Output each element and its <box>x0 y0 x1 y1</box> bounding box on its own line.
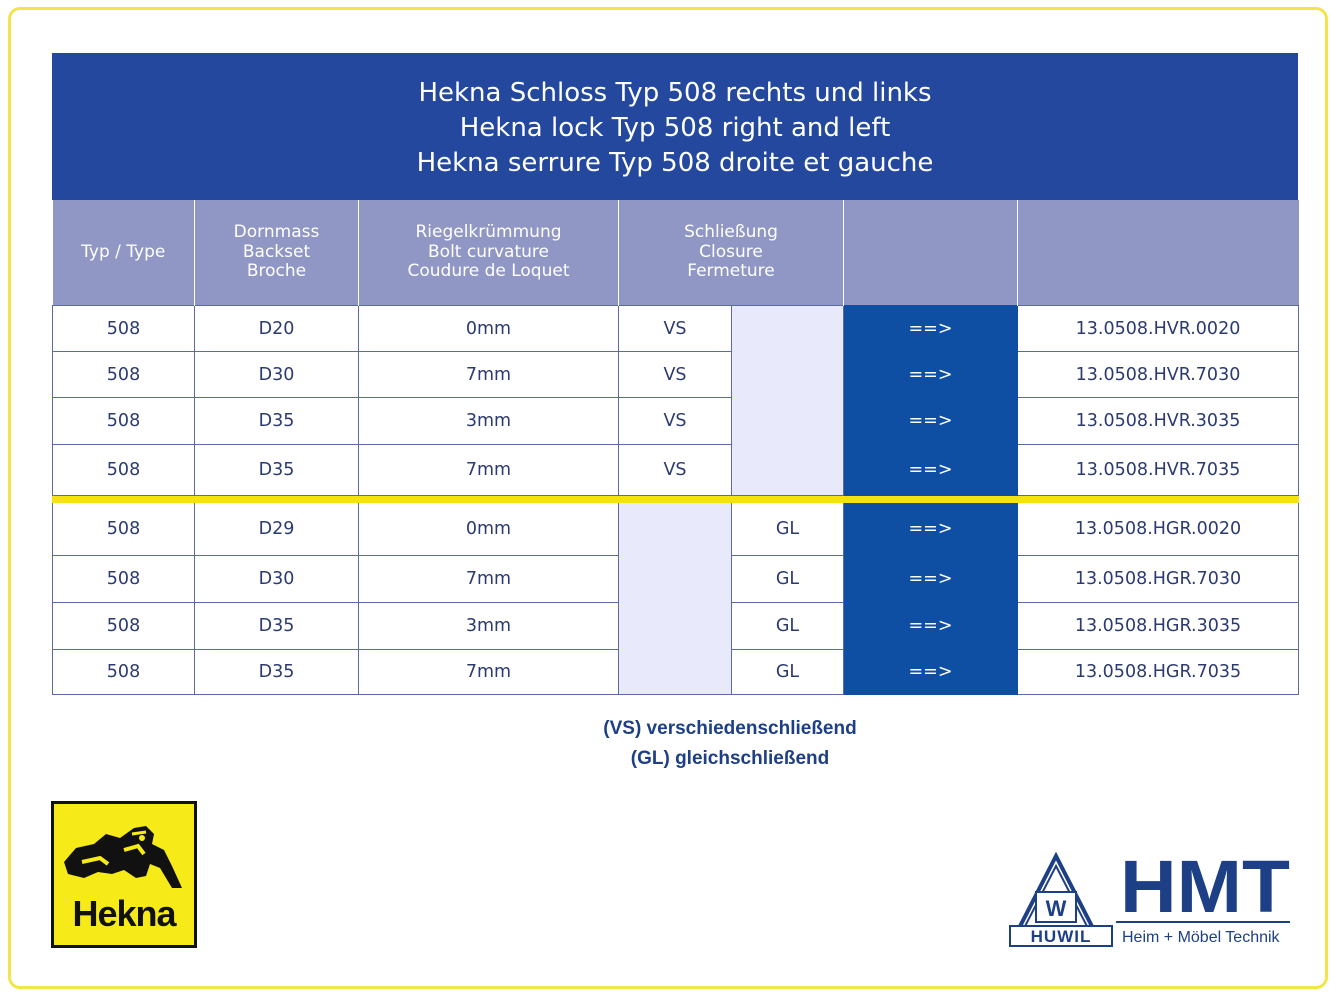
cell-type: 508 <box>53 306 195 352</box>
cell-article-number: 13.0508.HGR.7035 <box>1018 650 1299 695</box>
cell-bolt: 3mm <box>359 398 619 445</box>
table-row <box>53 445 1299 496</box>
cell-backset: D20 <box>195 306 359 352</box>
huwil-letter: W <box>1045 896 1067 921</box>
table-row <box>53 398 1299 445</box>
cell-article-number: 13.0508.HGR.0020 <box>1018 503 1299 556</box>
cell-closure-vs: VS <box>619 445 732 496</box>
cell-bolt: 0mm <box>359 503 619 556</box>
cell-article-number: 13.0508.HVR.3035 <box>1018 398 1299 445</box>
cell-type: 508 <box>53 650 195 695</box>
cell-bolt: 7mm <box>359 445 619 496</box>
group-separator <box>53 496 1299 503</box>
title-french: Hekna serrure Typ 508 droite et gauche <box>416 148 934 178</box>
cell-arrow: ==> <box>844 603 1018 650</box>
cell-backset: D35 <box>195 398 359 445</box>
cell-type: 508 <box>53 503 195 556</box>
cell-closure-gl: GL <box>732 556 844 603</box>
cell-backset: D30 <box>195 352 359 398</box>
cell-arrow: ==> <box>844 556 1018 603</box>
header-bolt-curvature: Riegelkrümmung Bolt curvature Coudure de Loquet <box>359 200 619 306</box>
cell-type: 508 <box>53 352 195 398</box>
cell-arrow: ==> <box>844 503 1018 556</box>
hmt-text: HMT <box>1120 852 1290 928</box>
huwil-hmt-logo <box>1008 852 1298 952</box>
cell-bolt: 0mm <box>359 306 619 352</box>
cell-arrow: ==> <box>844 398 1018 445</box>
cell-backset: D35 <box>195 650 359 695</box>
table-row <box>53 306 1299 352</box>
cell-article-number: 13.0508.HGR.3035 <box>1018 603 1299 650</box>
cell-bolt: 3mm <box>359 603 619 650</box>
cell-backset: D30 <box>195 556 359 603</box>
cell-closure-vs: VS <box>619 398 732 445</box>
cell-arrow: ==> <box>844 445 1018 496</box>
cell-bolt: 7mm <box>359 352 619 398</box>
header-closure: Schließung Closure Fermeture <box>619 200 844 306</box>
cell-closure-vs-empty <box>619 503 732 695</box>
cell-closure-vs: VS <box>619 352 732 398</box>
cell-type: 508 <box>53 445 195 496</box>
cell-closure-gl: GL <box>732 603 844 650</box>
separator-bar <box>53 496 1299 503</box>
cell-article-number: 13.0508.HGR.7030 <box>1018 556 1299 603</box>
cell-article-number: 13.0508.HVR.7035 <box>1018 445 1299 496</box>
cell-type: 508 <box>53 556 195 603</box>
cell-bolt: 7mm <box>359 556 619 603</box>
cell-arrow: ==> <box>844 352 1018 398</box>
table-header-row <box>53 200 1299 306</box>
cell-article-number: 13.0508.HVR.0020 <box>1018 306 1299 352</box>
cell-bolt: 7mm <box>359 650 619 695</box>
header-article <box>1018 200 1299 306</box>
hekna-logo <box>51 801 197 948</box>
cell-backset: D35 <box>195 445 359 496</box>
cell-type: 508 <box>53 603 195 650</box>
table-row <box>53 352 1299 398</box>
huwil-triangle-icon <box>1008 852 1298 952</box>
legend-vs: (VS) verschiedenschließend <box>603 718 857 739</box>
cell-article-number: 13.0508.HVR.7030 <box>1018 352 1299 398</box>
cell-closure-gl: GL <box>732 503 844 556</box>
title-banner <box>52 53 1298 200</box>
legend-gl: (GL) gleichschließend <box>630 748 830 769</box>
hmt-tagline: Heim + Möbel Technik <box>1122 929 1280 946</box>
product-table <box>52 200 1299 695</box>
header-backset: Dornmass Backset Broche <box>195 200 359 306</box>
cell-type: 508 <box>53 398 195 445</box>
header-type: Typ / Type <box>53 200 195 306</box>
cell-closure-vs: VS <box>619 306 732 352</box>
table-row <box>53 503 1299 556</box>
hekna-tiger-icon <box>54 804 194 945</box>
title-english: Hekna lock Typ 508 right and left <box>459 113 891 143</box>
cell-arrow: ==> <box>844 650 1018 695</box>
title-german: Hekna Schloss Typ 508 rechts und links <box>418 78 932 108</box>
cell-backset: D29 <box>195 503 359 556</box>
cell-backset: D35 <box>195 603 359 650</box>
huwil-text: HUWIL <box>1030 927 1092 946</box>
hekna-logo-text: Hekna <box>72 893 176 934</box>
cell-closure-gl-empty <box>732 306 844 496</box>
header-arrow <box>844 200 1018 306</box>
cell-arrow: ==> <box>844 306 1018 352</box>
cell-closure-gl: GL <box>732 650 844 695</box>
